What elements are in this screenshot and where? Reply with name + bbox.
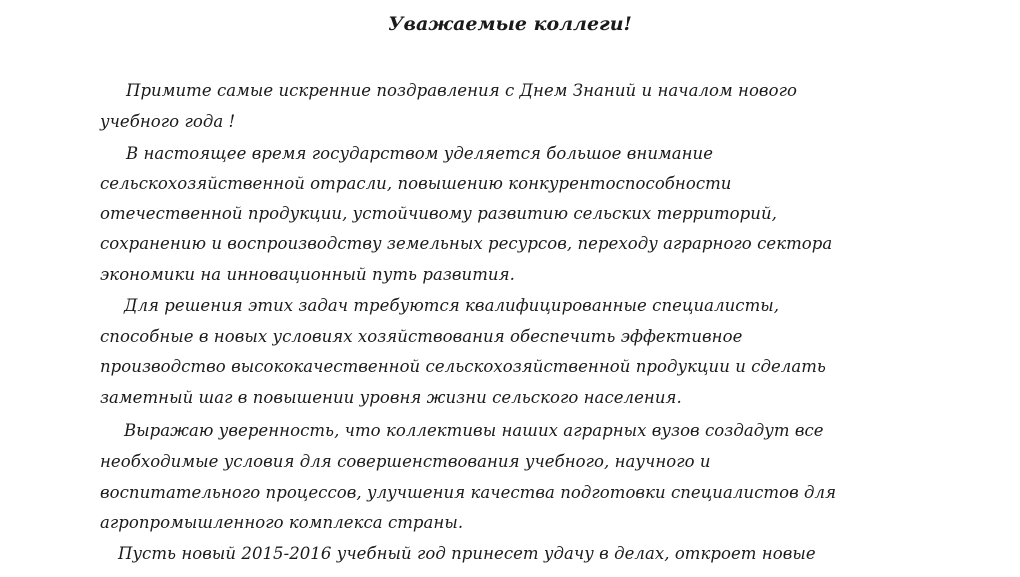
text-line: Для решения этих задач требуются квалифицированные специалисты, (124, 296, 780, 315)
text-line: Пусть новый 2015-2016 учебный год принесет удачу в делах, откроет новые (118, 544, 816, 563)
text-line: способные в новых условиях хозяйствования обеспечить эффективное (100, 327, 743, 346)
text-line: воспитательного процессов, улучшения качества подготовки специалистов для (100, 483, 837, 502)
text-line: заметный шаг в повышении уровня жизни сельского населения. (100, 388, 682, 407)
text-line: Выражаю уверенность, что коллективы наших аграрных вузов создадут все (124, 421, 824, 440)
text-line: отечественной продукции, устойчивому развитию сельских территорий, (100, 204, 777, 223)
text-line: производство высококачественной сельскохозяйственной продукции и сделать (100, 357, 826, 376)
text-line: Примите самые искренние поздравления с Днем Знаний и началом нового (126, 81, 797, 100)
text-line: сельскохозяйственной отрасли, повышению конкурентоспособности (100, 174, 732, 193)
text-line: В настоящее время государством уделяется большое внимание (126, 144, 714, 163)
text-line: экономики на инновационный путь развития. (100, 265, 515, 284)
text-line: учебного года ! (100, 112, 236, 131)
text-line: необходимые условия для совершенствования учебного, научного и (100, 452, 711, 471)
text-line: агропромышленного комплекса страны. (100, 513, 464, 532)
text-line: сохранению и воспроизводству земельных ресурсов, переходу аграрного сектора (100, 234, 833, 253)
letter-title: Уважаемые коллеги! (388, 13, 632, 35)
